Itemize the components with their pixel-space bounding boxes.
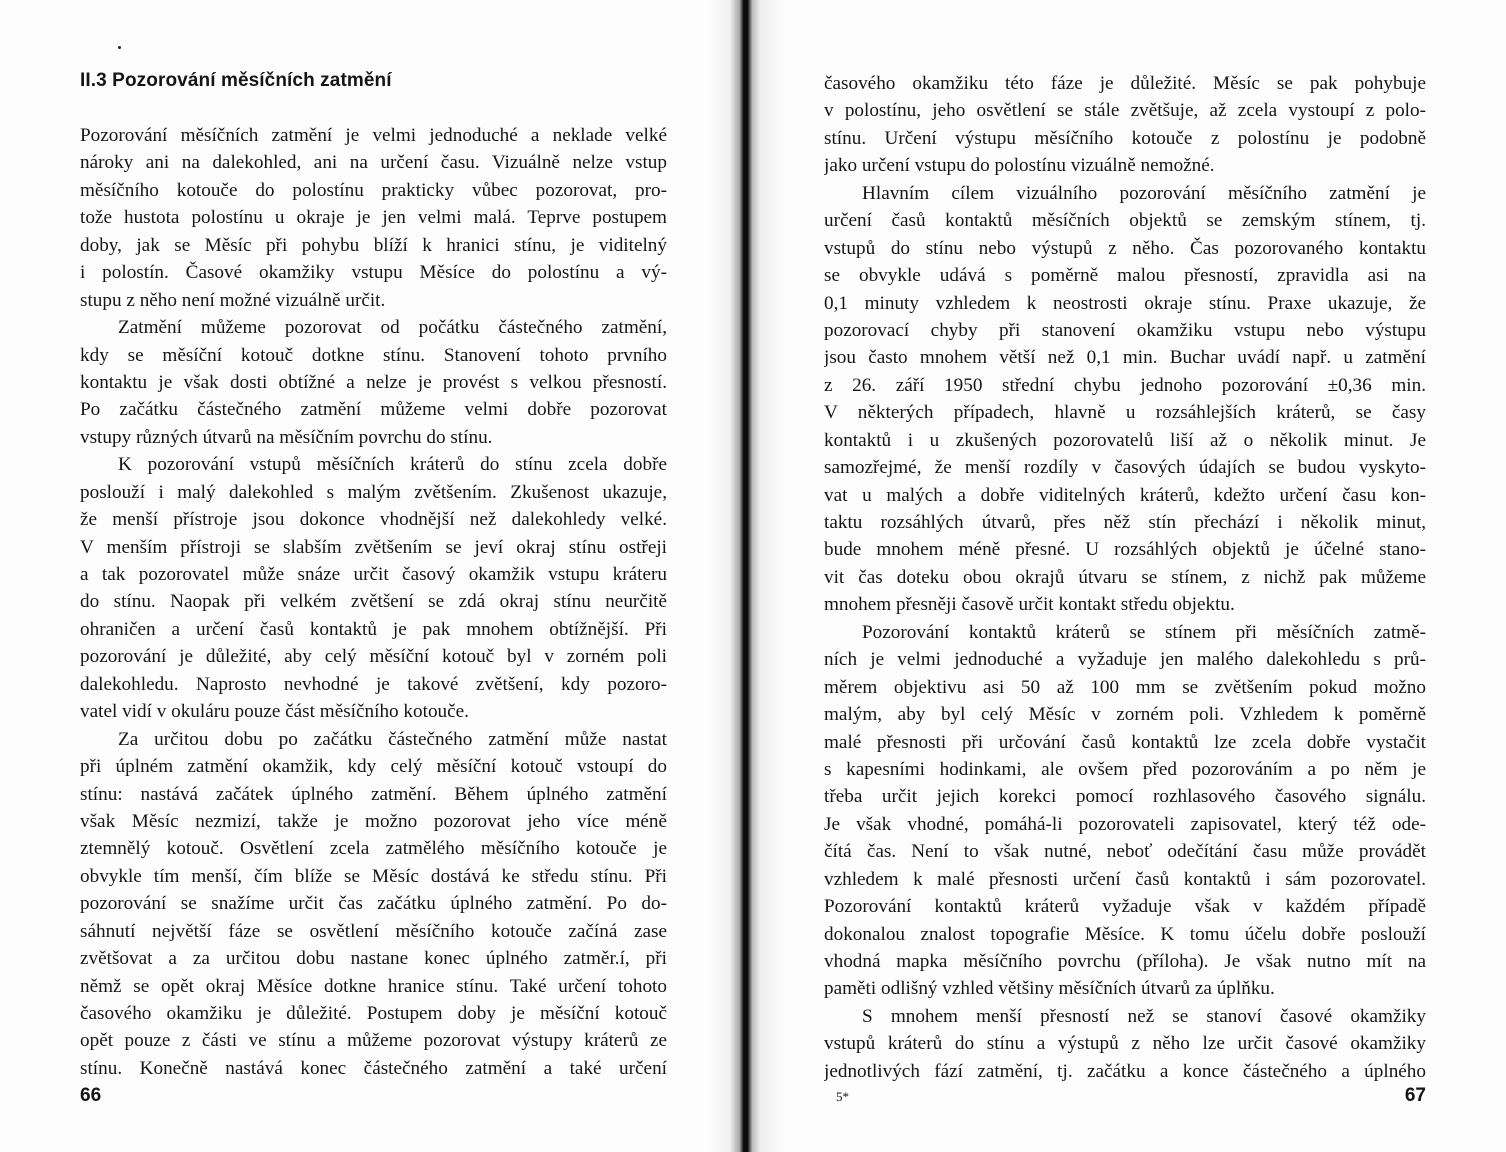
- text-line: pozorování se snažíme určit čas začátku úplného zatmění. Po do-: [80, 893, 667, 915]
- text-line: jako určení vstupu do polostínu vizuálně nemožné.: [824, 155, 1215, 177]
- text-line: Za určitou dobu po začátku částečného zatmění může nastat: [118, 728, 667, 750]
- text-line: stínu. Určení výstupu měsíčního kotouče z polostínu je podobně: [824, 127, 1426, 149]
- text-line: K pozorování vstupů měsíčních kráterů do stínu zcela dobře: [118, 454, 667, 476]
- page-number-right: 67: [1404, 1085, 1426, 1106]
- text-line: tože hustota polostínu u okraje je jen velmi malá. Teprve postupem: [80, 207, 667, 229]
- text-line: a tak pozorovatel může snáze určit časový okamžik vstupu kráteru: [80, 564, 667, 585]
- text-line: dalekohledu. Naprosto nevhodné je takové zvětšení, kdy pozoro-: [80, 673, 667, 695]
- left-page-body: [80, 122, 667, 1082]
- text-line: nároky ani na dalekohled, ani na určení času. Vizuálně nelze vstup: [80, 152, 667, 174]
- text-line: vstupů do stínu nebo výstupů z něho. Čas pozorovaného kontaktu: [824, 237, 1426, 259]
- text-line: pozorování je důležité, aby celý měsíční kotouč byl v zorném poli: [80, 646, 667, 668]
- text-line: ních je velmi jednoduché a vyžaduje jen malého dalekohledu s prů-: [824, 649, 1426, 671]
- text-line: že menší přístroje jsou dokonce vhodnější než dalekohledy velké.: [80, 509, 667, 531]
- text-line: mnohem přesněji časově určit kontakt středu objektu.: [824, 594, 1235, 616]
- text-line: bude mnohem méně přesné. U rozsáhlých objektů je účelné stano-: [824, 539, 1426, 561]
- text-line: Po začátku částečného zatmění můžeme velmi dobře pozorovat: [80, 399, 667, 421]
- text-line: vatel vidí v okuláru pouze část měsíčního kotouče.: [80, 701, 469, 723]
- text-line: Pozorování kontaktů kráterů se stínem při měsíčních zatmě-: [862, 621, 1426, 643]
- text-line: V některých případech, hlavně u rozsáhlejších kráterů, se časy: [824, 402, 1426, 424]
- text-line: vstupů kráterů do stínu a výstupů z něho lze určit časové okamžiky: [824, 1033, 1426, 1055]
- signature-mark: 5*: [836, 1089, 849, 1104]
- text-line: V menším přístroji se slabším zvětšením se jeví okraj stínu ostřeji: [80, 536, 667, 558]
- text-line: S mnohem menší přesností než se stanoví časové okamžiky: [862, 1005, 1426, 1027]
- text-line: Pozorování měsíčních zatmění je velmi jednoduché a neklade velké: [80, 125, 667, 146]
- text-line: však Měsíc nezmizí, takže je možno pozorovat jeho více méně: [80, 810, 667, 832]
- text-line: jednotlivých fází zatmění, tj. začátku a konce částečného a úplného: [824, 1060, 1426, 1082]
- text-line: Je však vhodné, pomáhá-li pozorovateli zapisovatel, který též ode-: [824, 813, 1426, 835]
- text-line: doby, jak se Měsíc při pohybu blíží k hranici stínu, je viditelný: [80, 234, 667, 256]
- text-line: při úplném zatmění okamžik, kdy celý měsíční kotouč vstoupí do: [80, 756, 667, 778]
- text-line: vstupy různých útvarů na měsíčním povrchu do stínu.: [80, 426, 493, 448]
- text-line: ztemnělý kotouč. Osvětlení zcela zatmělého měsíčního kotouče je: [80, 838, 667, 860]
- text-line: do stínu. Naopak při velkém zvětšení se zdá okraj stínu neurčitě: [80, 591, 667, 613]
- text-line: Pozorování kontaktů kráterů vyžaduje však v každém případě: [824, 896, 1426, 918]
- text-line: kontaktů i u zkušených pozorovatelů liší až o několik minut. Je: [824, 429, 1426, 451]
- text-line: čítá čas. Není to však nutné, neboť odečítání času může provádět: [824, 841, 1426, 863]
- text-line: obvykle tím menší, čím blíže se Měsíc dostává ke středu stínu. Při: [80, 865, 667, 887]
- text-line: v polostínu, jeho osvětlení se stále zvětšuje, až zcela vystoupí z polo-: [824, 100, 1426, 122]
- text-line: stínu. Konečně nastává konec částečného zatmění a také určení: [80, 1057, 667, 1079]
- text-line: malým, aby byl celý Měsíc v zorném poli. Vzhledem k poměrně: [824, 704, 1426, 726]
- print-speck: [118, 46, 121, 49]
- text-line: i polostín. Časové okamžiky vstupu Měsíce do polostínu a vý-: [80, 262, 667, 284]
- page-number-left: 66: [80, 1085, 102, 1106]
- text-line: zvětšovat a za určitou dobu nastane konec úplného zatměr.í, při: [80, 948, 667, 970]
- left-page: [0, 0, 736, 1152]
- text-line: z 26. září 1950 střední chybu jednoho pozorování ±0,36 min.: [824, 374, 1426, 396]
- text-line: dokonalou znalost topografie Měsíce. K tomu účelu dobře poslouží: [824, 923, 1426, 945]
- text-line: určení časů kontaktů měsíčních objektů se zemským stínem, tj.: [824, 210, 1426, 232]
- text-line: stínu: nastává začátek úplného zatmění. Během úplného zatmění: [80, 783, 667, 805]
- text-line: třeba určit jejich korekci pomocí rozhlasového časového signálu.: [824, 786, 1426, 808]
- text-line: Zatmění můžeme pozorovat od počátku částečného zatmění,: [118, 317, 667, 339]
- text-line: taktu rozsáhlých útvarů, přes něž stín přechází i několik minut,: [824, 512, 1426, 533]
- text-line: vhodná mapka měsíčního povrchu (příloha). Je však nutno mít na: [824, 951, 1426, 972]
- text-line: 0,1 minuty vzhledem k neostrosti okraje stínu. Praxe ukazuje, že: [824, 292, 1426, 314]
- text-line: stupu z něho není možné vizuálně určit.: [80, 289, 386, 311]
- text-line: pozorovací chyby při stanovení okamžiku vstupu nebo výstupu: [824, 319, 1426, 341]
- text-line: vzhledem k malé přesnosti určení časů kontaktů i sám pozorovatel.: [824, 868, 1426, 890]
- section-heading: II.3 Pozorování měsíčních zatmění: [80, 70, 392, 91]
- text-line: paměti odlišný vzhled většiny měsíčních útvarů za úplňku.: [824, 978, 1275, 1000]
- text-line: vit čas doteku obou okrajů útvaru se stínem, z nichž pak můžeme: [824, 566, 1426, 588]
- text-line: kdy se měsíční kotouč dotkne stínu. Stanovení tohoto prvního: [80, 344, 667, 366]
- text-line: jsou často mnohem větší než 0,1 min. Buchar uvádí např. u zatmění: [824, 347, 1426, 369]
- text-line: se obvykle udává s poměrně malou přesností, zpravidla asi na: [824, 265, 1426, 287]
- text-line: časového okamžiku této fáze je důležité. Měsíc se pak pohybuje: [824, 73, 1426, 94]
- text-line: němž se opět okraj Měsíce dotkne hranice stínu. Také určení tohoto: [80, 975, 667, 997]
- text-line: malé přesnosti při určování časů kontaktů lze zcela dobře vystačit: [824, 731, 1426, 753]
- text-line: měsíčního kotouče do polostínu prakticky vůbec pozorovat, pro-: [80, 179, 667, 201]
- text-line: s kapesními hodinkami, ale ovšem před pozorováním a po něm je: [824, 758, 1426, 780]
- text-line: opět pouze z části ve stínu a můžeme pozorovat výstupy kráterů ze: [80, 1030, 667, 1052]
- text-line: vat u malých a dobře viditelných kráterů, kdežto určení času kon-: [824, 484, 1426, 506]
- text-line: měrem objektivu asi 50 až 100 mm se zvětšením pokud možno: [824, 676, 1426, 698]
- text-line: časového okamžiku je důležité. Postupem doby je měsíční kotouč: [80, 1003, 667, 1024]
- text-line: sáhnutí největší fáze se osvětlení měsíčního kotouče začíná zase: [80, 920, 667, 942]
- text-line: kontaktu je však dosti obtížné a nelze je provést s velkou přesností.: [80, 371, 667, 393]
- text-line: poslouží i malý dalekohled s malým zvětšením. Zkušenost ukazuje,: [80, 481, 667, 503]
- book-spine-gutter: [706, 0, 786, 1152]
- right-page-body: [824, 70, 1426, 1085]
- text-line: ohraničen a určení časů kontaktů je pak mnohem obtížnější. Při: [80, 618, 667, 640]
- text-line: samozřejmé, že menší rozdíly v časových údajích se budou vyskyto-: [824, 457, 1426, 479]
- text-line: Hlavním cílem vizuálního pozorování měsíčního zatmění je: [862, 182, 1426, 204]
